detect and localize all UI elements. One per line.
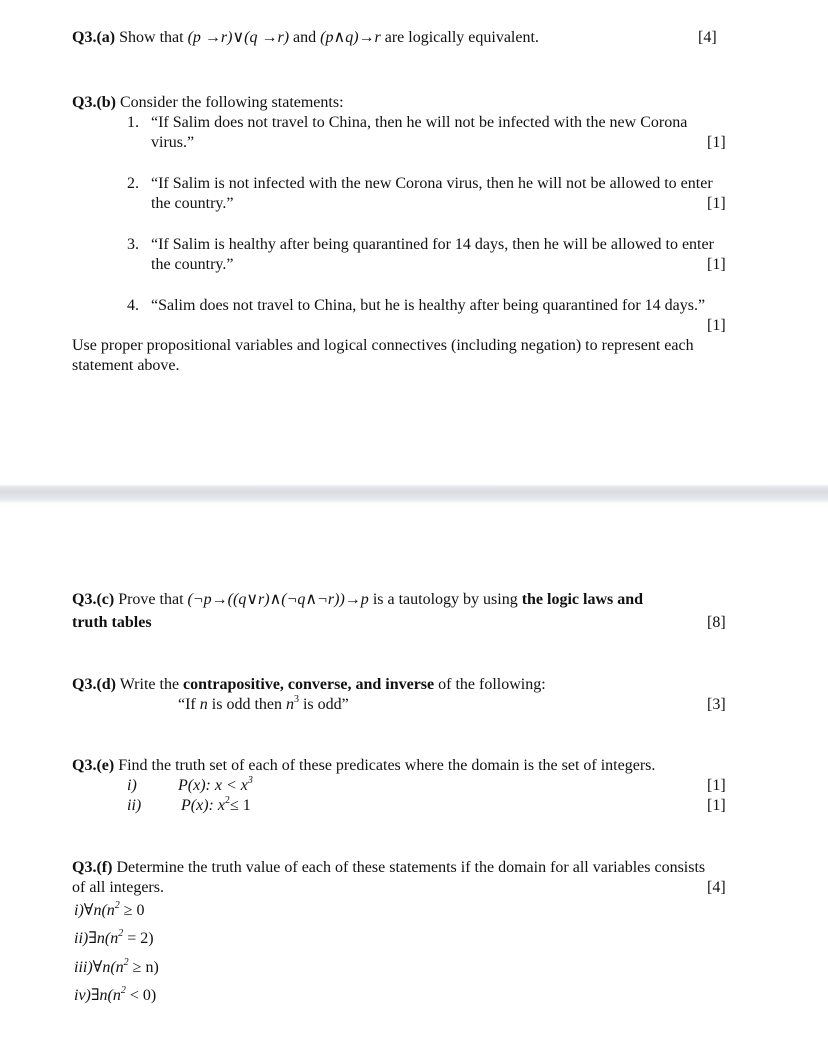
q3d-stmt-mid: is odd then: [211, 696, 282, 713]
q3e-item-1-pred-text: P(x): x < x: [178, 777, 248, 794]
q3d-stmt-exp: 3: [293, 693, 299, 705]
q3a-question: [72, 28, 539, 48]
q3f-item-4: [74, 986, 156, 1006]
q3e-item-2-num: ii): [127, 797, 142, 814]
q3f-item-4-pre: ∃n(n: [90, 987, 121, 1004]
q3e-item-1-num: i): [127, 777, 137, 794]
q3f-item-3-exp: 2: [123, 956, 129, 968]
q3f-question: [72, 858, 705, 878]
q3b-item-4-line1: “Salim does not travel to China, but he is healthy after being quarantined for 14 days.”: [151, 297, 706, 314]
q3b-item-4-num: 4.: [127, 297, 139, 314]
q3e-text: Find the truth set of each of these predicates where the domain is the set of integers.: [118, 757, 656, 774]
q3b-item-3-line1: “If Salim is healthy after being quarantined for 14 days, then he will be allowed to enter: [151, 236, 714, 253]
q3f-item-2-exp: 2: [118, 927, 124, 939]
q3d-stmt-n: n: [199, 696, 208, 713]
q3c-marks: [8]: [707, 614, 726, 631]
q3a-mid: and: [293, 29, 317, 46]
q3b-item-3-num: 3.: [127, 236, 139, 253]
q3b-intro: Consider the following statements:: [120, 94, 344, 111]
q3a-pre: Show that: [119, 29, 184, 46]
q3b-item-2-line2: the country.”: [151, 195, 234, 212]
q3f-item-3-pre: ∀n(n: [92, 959, 124, 976]
q3e-item-2-pred: [181, 796, 251, 816]
q3e-item-1-marks: [1]: [707, 777, 726, 794]
q3b-label: Q3.(b): [72, 94, 116, 111]
q3c-pre: Prove that: [118, 591, 184, 608]
q3c-expr: (¬p→((q∨r)∧(¬q∧¬r))→p: [187, 591, 369, 608]
q3b-item-4-marks: [1]: [707, 317, 726, 334]
q3f-item-1-num: i): [74, 902, 84, 919]
q3f-marks: [4]: [707, 879, 726, 896]
q3f-item-2-pre: ∃n(n: [88, 930, 119, 947]
page-divider: [0, 484, 828, 504]
q3a-label: Q3.(a): [72, 29, 116, 46]
q3d-stmt-close: is odd”: [302, 696, 349, 713]
q3f-item-2-num: ii): [74, 930, 89, 947]
q3f-item-1-post: ≥ 0: [119, 902, 145, 919]
q3e-item-2-marks: [1]: [707, 797, 726, 814]
q3b-question: [72, 93, 344, 113]
q3a-expr1: (p →r)∨(q →r): [187, 29, 290, 46]
q3b-item-3-marks: [1]: [707, 256, 726, 273]
q3d-marks: [3]: [707, 696, 726, 713]
q3c-post: is a tautology by using: [372, 591, 518, 608]
q3f-item-1-pre: ∀n(n: [83, 902, 115, 919]
q3a-marks: [4]: [698, 29, 717, 46]
q3b-item-2-marks: [1]: [707, 195, 726, 212]
q3f-item-3-num: iii): [74, 959, 93, 976]
q3e-item-1-exp: 3: [247, 774, 253, 786]
q3e-item-2-pred-text: P(x): x: [181, 797, 225, 814]
q3f-line2: of all integers.: [72, 879, 164, 896]
q3e-label: Q3.(e): [72, 757, 115, 774]
q3d-question: [72, 675, 546, 695]
q3e-item-2-exp: 2: [224, 794, 230, 806]
q3f-item-4-num: iv): [74, 987, 91, 1004]
q3c-bold2: truth tables: [72, 614, 152, 631]
q3a-post: are logically equivalent.: [384, 29, 539, 46]
q3b-outro-line1: Use proper propositional variables and logical connectives (including negation) to represent each: [72, 337, 694, 354]
q3f-line1: Determine the truth value of each of these statements if the domain for all variables consists: [116, 859, 706, 876]
q3d-label: Q3.(d): [72, 676, 116, 693]
q3f-item-4-exp: 2: [120, 984, 126, 996]
q3c-question: [72, 590, 643, 610]
q3e-item-2-rest: ≤ 1: [229, 797, 251, 814]
q3f-item-2: [74, 929, 154, 949]
q3f-item-4-post: < 0): [125, 987, 157, 1004]
q3b-item-1-line1: “If Salim does not travel to China, then he will not be infected with the new Corona: [151, 114, 688, 131]
q3b-item-1-num: 1.: [127, 114, 139, 131]
q3c-label: Q3.(c): [72, 591, 115, 608]
q3b-item-2-line1: “If Salim is not infected with the new Corona virus, then he will not be allowed to enter: [151, 175, 713, 192]
q3e-item-1-pred: [178, 776, 253, 796]
q3e-question: [72, 756, 655, 776]
q3f-item-3-post: ≥ n): [128, 959, 159, 976]
q3d-stmt-n3: n: [285, 696, 294, 713]
q3a-expr2: (p∧q)→r: [320, 29, 381, 46]
q3b-item-2-num: 2.: [127, 175, 139, 192]
q3d-stmt-open: “If: [178, 696, 196, 713]
q3f-item-1-exp: 2: [114, 899, 120, 911]
q3f-label: Q3.(f): [72, 859, 113, 876]
q3c-bold1: the logic laws and: [521, 591, 644, 608]
q3b-item-1-line2: virus.”: [151, 134, 195, 151]
q3b-item-3-line2: the country.”: [151, 256, 234, 273]
q3d-post: of the following:: [438, 676, 546, 693]
q3d-pre: Write the: [119, 676, 180, 693]
q3f-item-1: [74, 901, 145, 921]
q3d-statement: [178, 695, 349, 715]
q3d-bold: contrapositive, converse, and inverse: [183, 676, 435, 693]
q3f-item-3: [74, 958, 159, 978]
q3b-outro-line2: statement above.: [72, 357, 180, 374]
q3b-item-1-marks: [1]: [707, 134, 726, 151]
q3f-item-2-post: = 2): [123, 930, 154, 947]
